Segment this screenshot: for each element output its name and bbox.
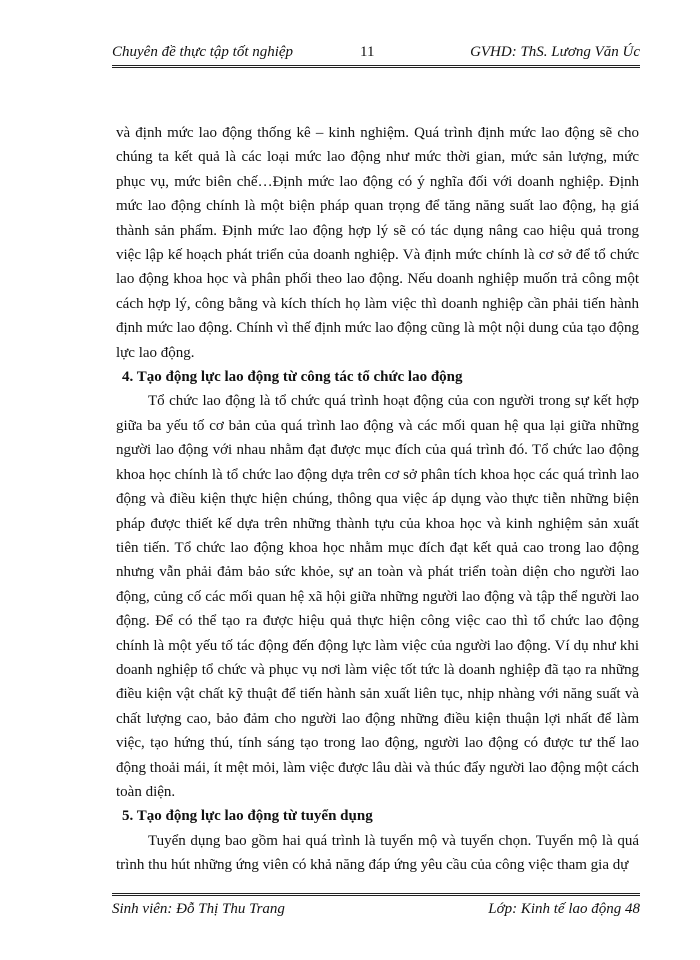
page-header [112, 43, 640, 65]
header-title: Chuyên đề thực tập tốt nghiệp [112, 44, 294, 60]
paragraph-section-4: Tổ chức lao động là tổ chức quá trình hoạt động của con người trong sự kết hợp giữa ba yếu tố cơ bản của quá trình lao động và các mối quan hệ qua lại giữa những người lao động với nhau nhằm đạt được mục đích của quá trình đó. Tổ chức lao động khoa học chính là tổ chức lao động dựa trên cơ sở phân tích khoa học các quá trình lao động và điều kiện thực hiện chúng, thông qua việc áp dụng vào thực tiễn những biện pháp được thiết kế dựa trên những thành tựu của khoa học và kinh nghiệm sản xuất tiên tiến. Tổ chức lao động khoa học nhằm mục đích đạt kết quả cao trong lao động nhưng vẫn phải đảm bảo sức khỏe, sự an toàn và phát triển toàn diện cho người lao động, củng cố các mối quan hệ xã hội giữa những người lao động và tập thể người lao động. Để có thể tạo ra được hiệu quả thực hiện công việc cao thì tổ chức lao động chính là một yếu tố tác động đến động lực làm việc của người lao động. Ví dụ như khi doanh nghiệp tổ chức và phục vụ nơi làm việc tốt tức là doanh nghiệp đã tạo ra những điều kiện vật chất kỹ thuật để tiến hành sản xuất liên tục, nhịp nhàng với năng suất và chất lượng cao, bảo đảm cho người lao động những điều kiện thuận lợi nhất để làm việc, tạo hứng thú, tính sáng tạo trong lao động, người lao động có được tư thế lao động thoải mái, ít mệt mỏi, làm việc được lâu dài và thúc đẩy người lao động một cách toàn diện. [116, 393, 639, 800]
section-heading-5: 5. Tạo động lực lao động từ tuyển dụng [122, 808, 373, 825]
page-number: 11 [360, 44, 375, 60]
paragraph-intro: và định mức lao động thống kê – kinh nghiệm. Quá trình định mức lao động sẽ cho chúng ta kết quả là các loại mức lao động như mức thời gian, mức sản lượng, mức phục vụ, mức biên chế…Định mức lao động có ý nghĩa đối với doanh nghiệp. Định mức lao động chính là một biện pháp quan trọng để tăng năng suất lao động, hạ giá thành sản phẩm. Định mức lao động hợp lý sẽ có tác dụng nâng cao hiệu quả trong việc lập kế hoạch phát triển của doanh nghiệp. Và định mức chính là cơ sở để tổ chức lao động khoa học và phân phối theo lao động. Nếu doanh nghiệp muốn trả công một cách hợp lý, công bằng và kích thích họ làm việc thì doanh nghiệp cần phải tiến hành định mức lao động. Chính vì thế định mức lao động cũng là một nội dung của tạo động lực lao động. [116, 125, 639, 361]
page-body [116, 121, 639, 878]
header-supervisor: GVHD: ThS. Lương Văn Úc [470, 44, 640, 60]
page-footer [112, 900, 640, 922]
paragraph-section-5: Tuyển dụng bao gồm hai quá trình là tuyển mộ và tuyển chọn. Tuyển mộ là quá trình thu hút những ứng viên có khả năng đáp ứng yêu cầu của công việc tham gia dự [116, 832, 639, 874]
section-heading-4: 4. Tạo động lực lao động từ công tác tổ chức lao động [122, 369, 463, 386]
footer-divider [112, 893, 640, 896]
footer-class: Lớp: Kinh tế lao động 48 [488, 901, 640, 917]
footer-student: Sinh viên: Đỗ Thị Thu Trang [112, 901, 285, 917]
header-divider [112, 65, 640, 68]
